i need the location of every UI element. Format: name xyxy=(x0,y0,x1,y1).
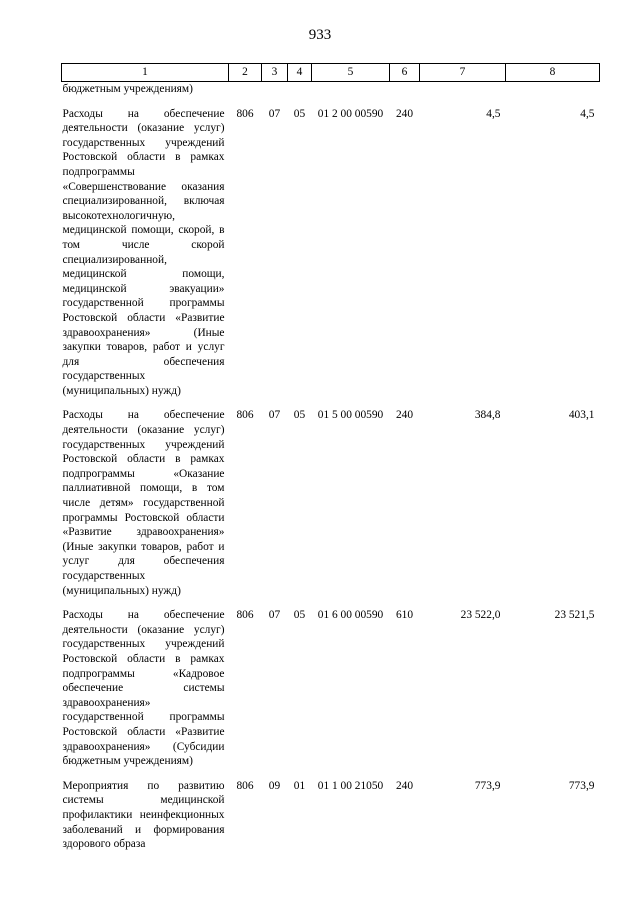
row-amount-1: 23 522,0 xyxy=(460,609,501,622)
table-row xyxy=(62,608,600,779)
row-target-article: 01 1 00 21050 xyxy=(317,779,384,792)
row-description: Расходы на обеспечение деятельности (оказание услуг) государственных учреждений Ростовской области в рамках подпрограммы «Совершенствование оказания специализированной, включая высокотехнологичную, медицинской помощи, скорой, в том числе скорой специализированной, медицинской помощи, медицинской эвакуации» государственной программы Ростовской области «Развитие здравоохранения» (Иные закупки товаров, работ и услуг для обеспечения государственных (муниципальных) нужд) xyxy=(62,107,225,397)
row-target-article: 01 6 00 00590 xyxy=(317,609,384,622)
row-section: 07 xyxy=(268,107,281,120)
row-amount-2: 773,9 xyxy=(568,779,595,792)
row-description: Расходы на обеспечение деятельности (оказание услуг) государственных учреждений Ростовской области в рамках подпрограммы «Оказание паллиативной помощи, в том числе детям» государственной программы Ростовской области «Развитие здравоохранения» (Иные закупки товаров, работ и услуг для обеспечения государственных (муниципальных) нужд) xyxy=(62,409,225,597)
row-expense-type: 610 xyxy=(395,609,414,622)
row-expense-type: 240 xyxy=(395,779,414,792)
row-ministry-code: 806 xyxy=(236,779,254,792)
header-row xyxy=(62,64,600,82)
row-amount-2: 4,5 xyxy=(580,107,595,120)
row-subsection: 05 xyxy=(293,409,306,422)
budget-table xyxy=(61,63,600,862)
header-col-6: 6 xyxy=(390,64,420,82)
header-col-3: 3 xyxy=(262,64,288,82)
header-col-4: 4 xyxy=(288,64,312,82)
row-description: Мероприятия по развитию системы медицинской профилактики неинфекционных заболеваний и формирования здорового образа xyxy=(62,779,225,851)
row-amount-2: 23 521,5 xyxy=(554,609,595,622)
header-col-8: 8 xyxy=(506,64,600,82)
header-col-5: 5 xyxy=(312,64,390,82)
row-section: 07 xyxy=(268,409,281,422)
row-amount-1: 384,8 xyxy=(474,409,501,422)
row-section: 09 xyxy=(268,779,281,792)
row-ministry-code: 806 xyxy=(236,107,254,120)
row-ministry-code: 806 xyxy=(236,409,254,422)
continuation-text: бюджетным учреждениям) xyxy=(62,83,193,95)
row-target-article: 01 2 00 00590 xyxy=(317,107,384,120)
table-row xyxy=(62,779,600,862)
table-row xyxy=(62,408,600,608)
page-number: 933 xyxy=(308,27,332,43)
header-col-2: 2 xyxy=(229,64,262,82)
row-subsection: 05 xyxy=(293,609,306,622)
row-amount-2: 403,1 xyxy=(568,409,595,422)
row-section: 07 xyxy=(268,609,281,622)
table-row xyxy=(62,107,600,409)
row-subsection: 01 xyxy=(293,779,306,792)
header-col-1: 1 xyxy=(62,64,229,82)
header-col-7: 7 xyxy=(420,64,506,82)
row-amount-1: 773,9 xyxy=(474,779,501,792)
row-subsection: 05 xyxy=(293,107,306,120)
row-amount-1: 4,5 xyxy=(486,107,501,120)
continuation-row xyxy=(62,82,600,107)
row-ministry-code: 806 xyxy=(236,609,254,622)
row-target-article: 01 5 00 00590 xyxy=(317,409,384,422)
row-description: Расходы на обеспечение деятельности (оказание услуг) государственных учреждений Ростовской области в рамках подпрограммы «Кадровое обеспечение системы здравоохранения» государственной программы Ростовской области «Развитие здравоохранения» (Субсидии бюджетным учреждениям) xyxy=(62,609,225,768)
row-expense-type: 240 xyxy=(395,409,414,422)
row-expense-type: 240 xyxy=(395,107,414,120)
